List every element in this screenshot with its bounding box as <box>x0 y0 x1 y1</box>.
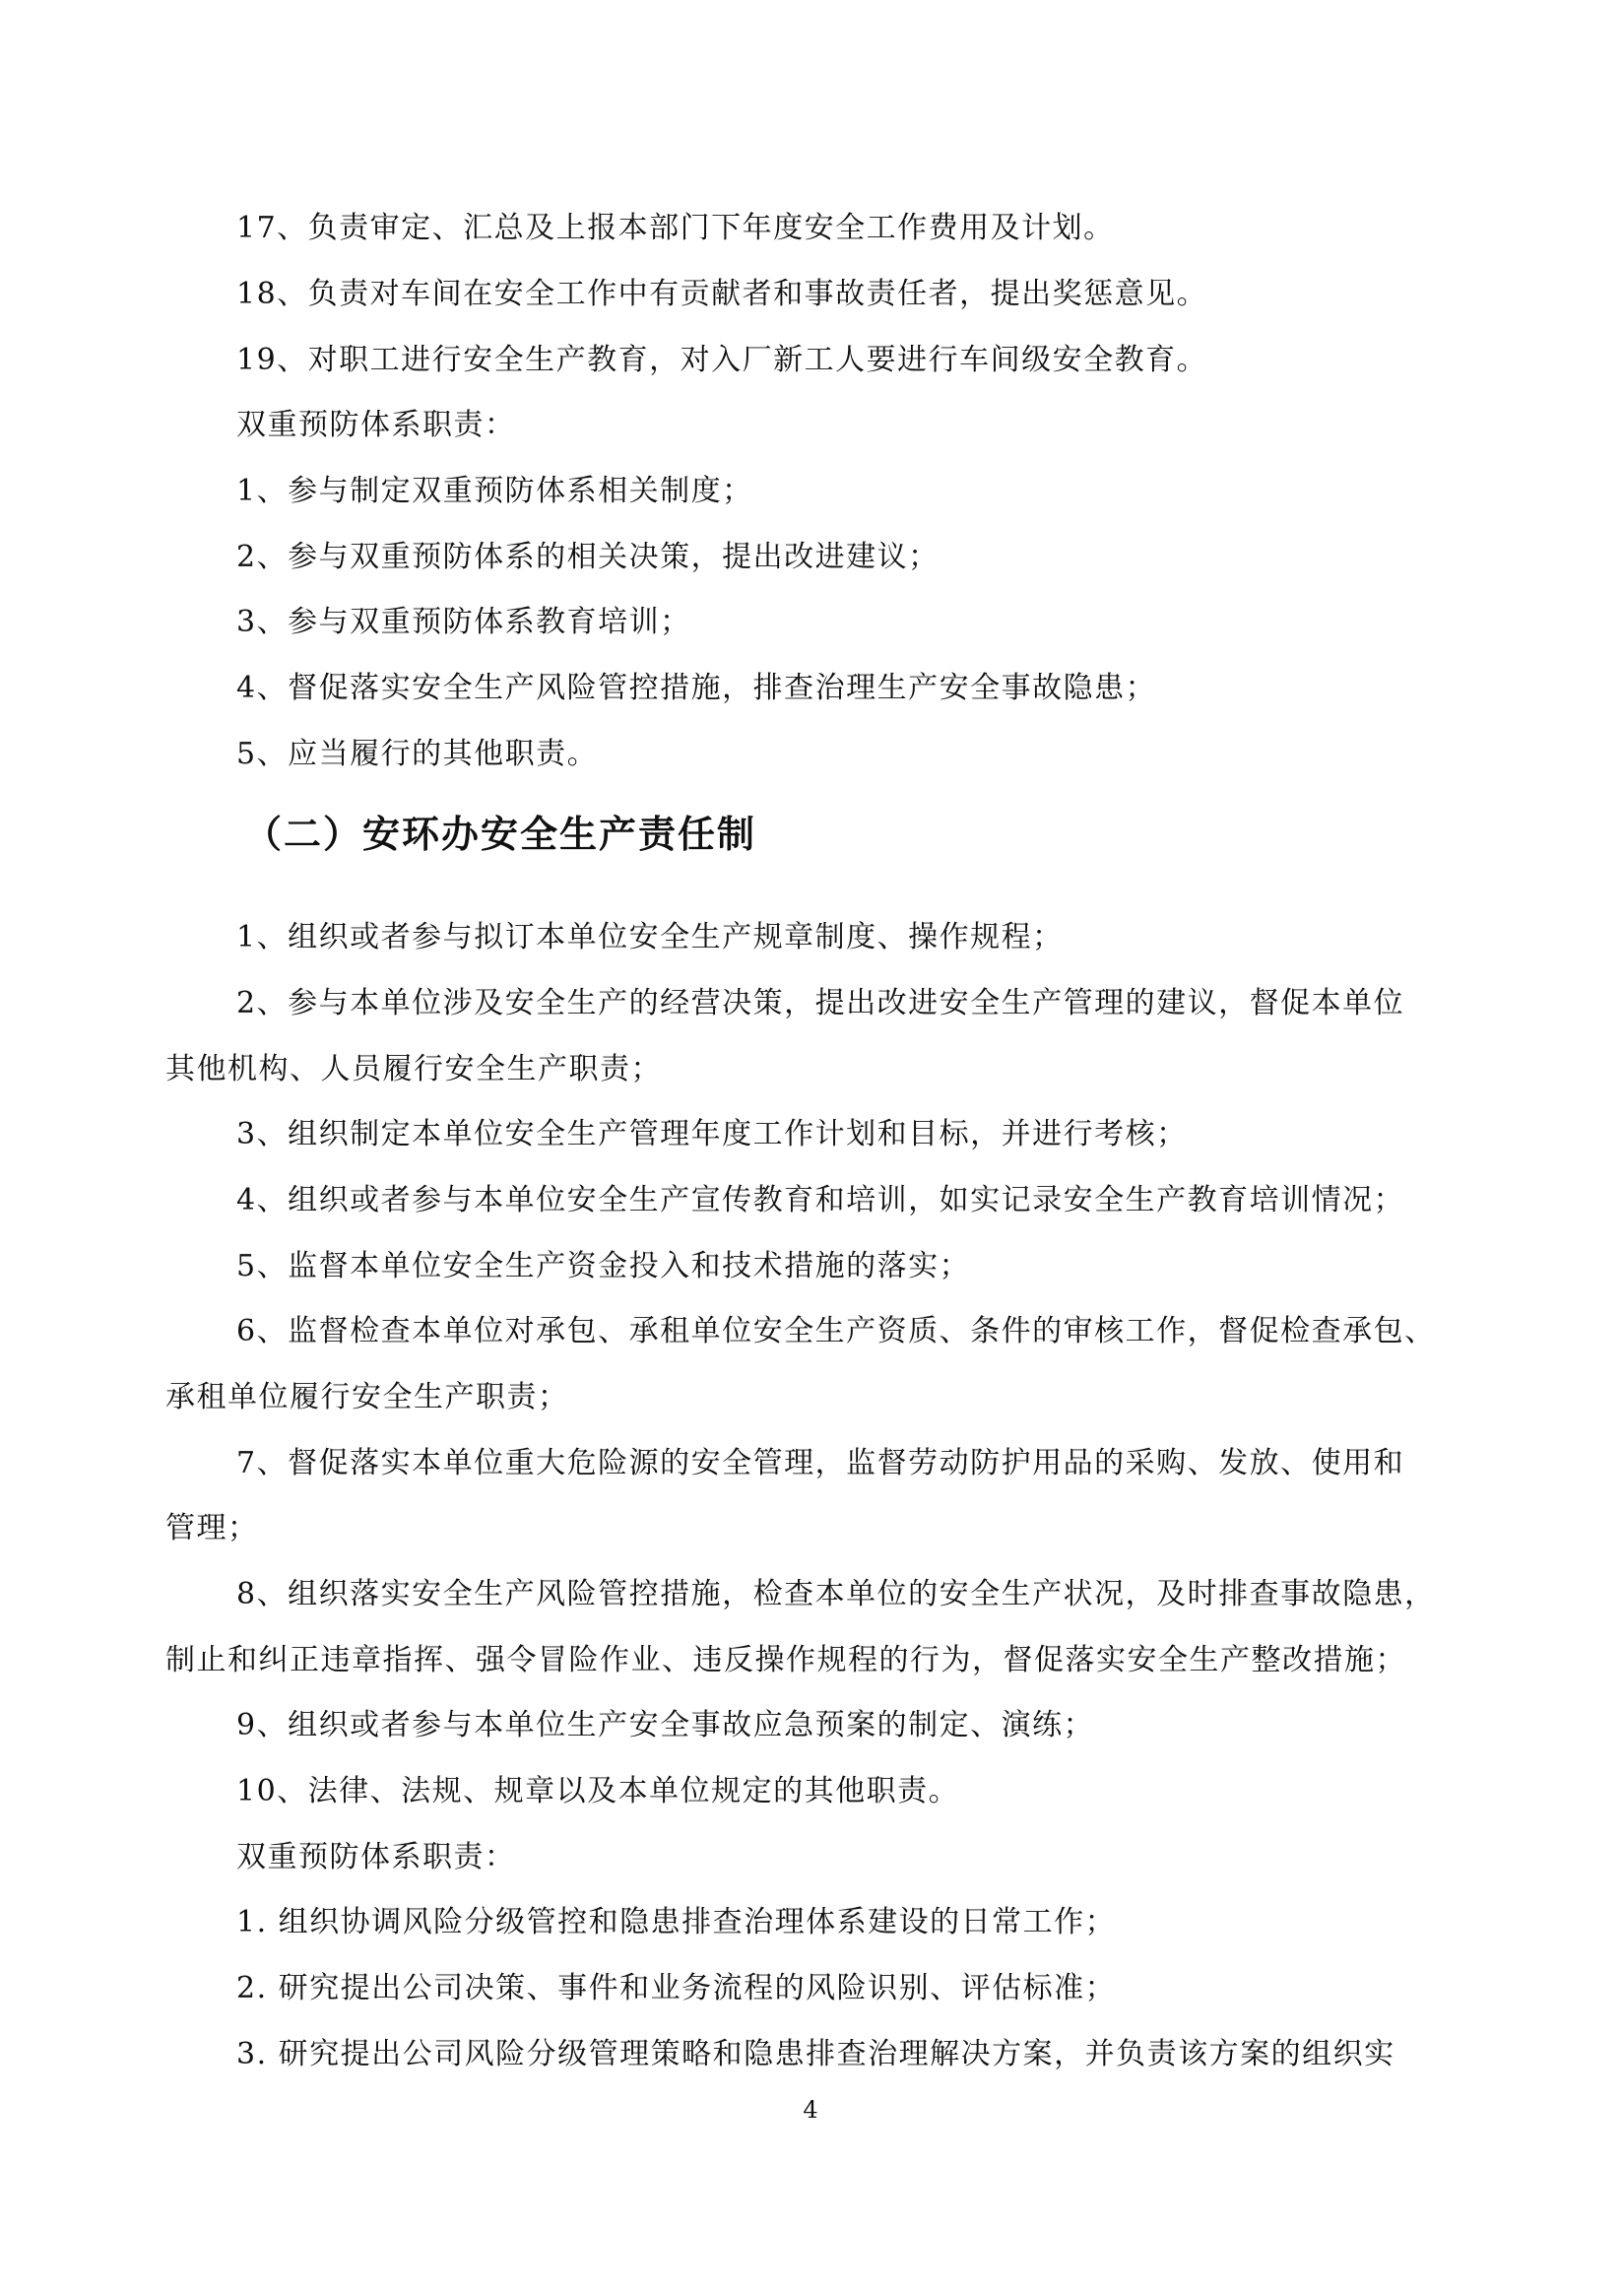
list-item: 1、组织或者参与拟订本单位安全生产规章制度、操作规程； <box>236 920 1064 954</box>
paragraph-line: 19、对职工进行安全生产教育，对入厂新工人要进行车间级安全教育。 <box>236 343 1208 377</box>
list-item: 5、应当履行的其他职责。 <box>236 737 599 771</box>
list-item: 3、组织制定本单位安全生产管理年度工作计划和目标，并进行考核； <box>236 1117 1188 1151</box>
list-item-continuation: 制止和纠正违章指挥、强令冒险作业、违反操作规程的行为，督促落实安全生产整改措施； <box>165 1643 1406 1677</box>
list-item-continuation: 承租单位履行安全生产职责； <box>165 1380 569 1414</box>
list-item-continuation: 其他机构、人员履行安全生产职责； <box>165 1052 662 1086</box>
subheading-line: 双重预防体系职责： <box>236 1840 516 1874</box>
list-item: 8、组织落实安全生产风险管控措施，检查本单位的安全生产状况，及时排查事故隐患， <box>236 1577 1436 1611</box>
paragraph-line: 17、负责审定、汇总及上报本部门下年度安全工作费用及计划。 <box>236 211 1115 245</box>
list-item: 2、参与双重预防体系的相关决策，提出改进建议； <box>236 540 940 574</box>
list-item-continuation: 管理； <box>165 1511 259 1545</box>
section-heading: （二）安环办安全生产责任制 <box>244 813 757 856</box>
page-number: 4 <box>803 2096 818 2124</box>
list-item: 1、参与制定双重预防体系相关制度； <box>236 474 753 508</box>
list-item: 2. 研究提出公司决策、事件和业务流程的风险识别、评估标准； <box>236 1971 1117 2005</box>
list-item: 1. 组织协调风险分级管控和隐患排查治理体系建设的日常工作； <box>236 1905 1117 1939</box>
paragraph-line: 18、负责对车间在安全工作中有贡献者和事故责任者，提出奖惩意见。 <box>236 277 1208 311</box>
list-item: 5、监督本单位安全生产资金投入和技术措施的落实； <box>236 1249 971 1283</box>
list-item: 9、组织或者参与本单位生产安全事故应急预案的制定、演练； <box>236 1708 1095 1742</box>
list-item: 6、监督检查本单位对承包、承租单位安全生产资质、条件的审核工作，督促检查承包、 <box>236 1314 1436 1348</box>
subheading-line: 双重预防体系职责： <box>236 408 516 442</box>
list-item: 4、督促落实安全生产风险管控措施，排查治理生产安全事故隐患； <box>236 671 1157 705</box>
list-item: 4、组织或者参与本单位安全生产宣传教育和培训，如实记录安全生产教育培训情况； <box>236 1183 1405 1217</box>
list-item: 7、督促落实本单位重大危险源的安全管理，监督劳动防护用品的采购、发放、使用和 <box>236 1446 1405 1480</box>
list-item: 2、参与本单位涉及安全生产的经营决策，提出改进安全生产管理的建议，督促本单位 <box>236 986 1405 1020</box>
list-item: 3. 研究提出公司风险分级管理策略和隐患排查治理解决方案，并负责该方案的组织实 <box>236 2037 1395 2071</box>
list-item: 10、法律、法规、规章以及本单位规定的其他职责。 <box>236 1774 960 1808</box>
list-item: 3、参与双重预防体系教育培训； <box>236 605 691 639</box>
